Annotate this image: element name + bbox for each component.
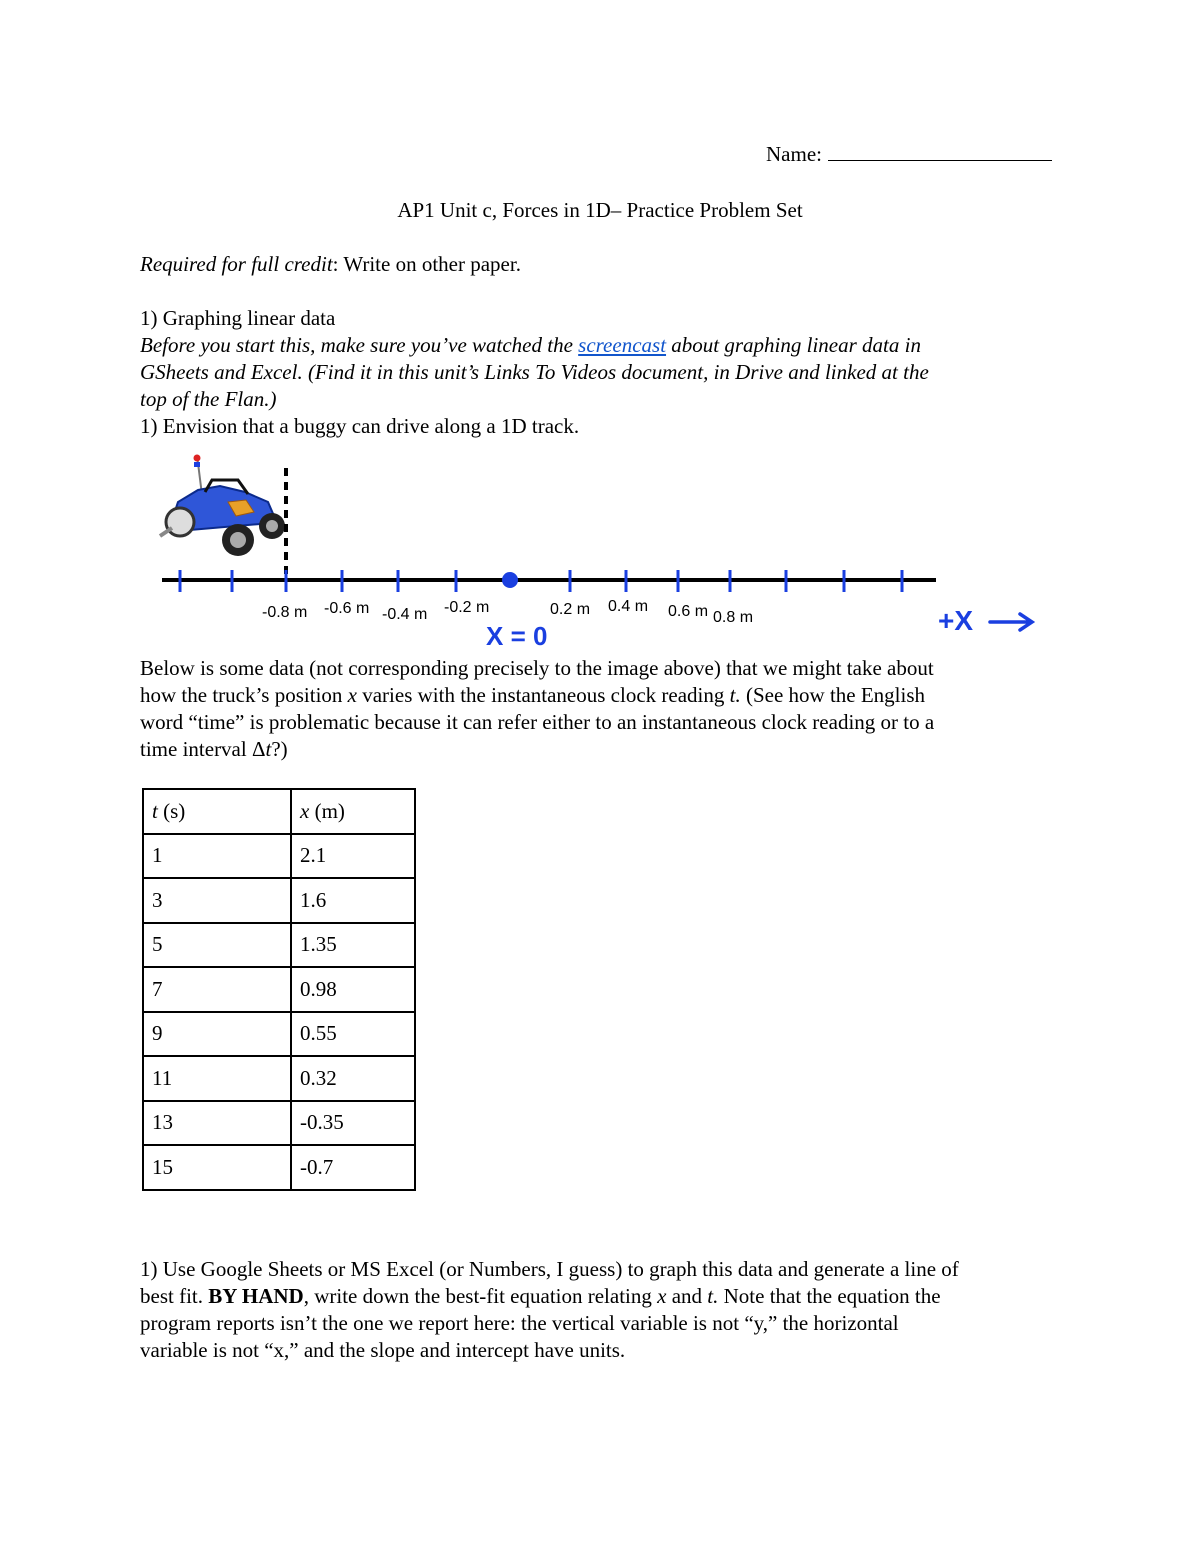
table-row	[143, 1012, 415, 1057]
tick-label: -0.4 m	[382, 606, 428, 623]
cell-x: 0.98	[291, 967, 415, 1012]
tick-label: 0.8 m	[713, 609, 754, 626]
data-table	[142, 788, 416, 1191]
task-line-1: 1) Use Google Sheets or MS Excel (or Numbers, I guess) to graph this data and generate a line of	[140, 1257, 959, 1281]
cell-x: 2.1	[291, 834, 415, 879]
cell-x: 0.32	[291, 1056, 415, 1101]
intro-text-a: Before you start this, make sure you’ve watched the	[140, 333, 579, 357]
section-heading: 1) Graphing linear data	[140, 306, 336, 330]
header-var: x	[300, 798, 310, 823]
direction-arrow-icon	[990, 614, 1032, 630]
table-row	[143, 834, 415, 879]
task-line-3: program reports isn’t the one we report here: the vertical variable is not “y,” the horizontal	[140, 1311, 899, 1335]
origin-dot	[502, 572, 518, 588]
task-text: and	[666, 1284, 708, 1308]
page-title: AP1 Unit c, Forces in 1D– Practice Problem Set	[397, 198, 803, 222]
para2-line-2	[140, 682, 925, 709]
cell-x: -0.35	[291, 1101, 415, 1146]
var-x: x	[657, 1284, 667, 1308]
task-line-2	[140, 1283, 941, 1310]
var-t: t	[265, 737, 272, 761]
track-diagram	[150, 450, 1050, 650]
required-note	[140, 251, 521, 278]
table-row	[143, 1145, 415, 1190]
table-row	[143, 923, 415, 968]
var-x: x	[347, 683, 357, 707]
para2-text: ?)	[271, 737, 288, 761]
header-unit: (m)	[309, 798, 345, 823]
name-label: Name:	[766, 142, 822, 166]
cell-t: 9	[143, 1012, 291, 1057]
tick-label: -0.8 m	[262, 604, 308, 621]
cell-t: 13	[143, 1101, 291, 1146]
envision-line: 1) Envision that a buggy can drive along a 1D track.	[140, 414, 580, 438]
screencast-link[interactable]: screencast	[578, 333, 667, 357]
tick-label: -0.2 m	[444, 599, 490, 616]
cell-t: 7	[143, 967, 291, 1012]
para2-text: time interval Δ	[140, 737, 266, 761]
name-blank-line[interactable]	[828, 142, 1052, 161]
intro-line-1	[140, 332, 921, 359]
table-row	[143, 1056, 415, 1101]
tick-label: 0.2 m	[550, 601, 591, 618]
table-header-row	[143, 789, 415, 834]
para2-line-1: Below is some data (not corresponding precisely to the image above) that we might take about	[140, 656, 934, 680]
cell-t: 1	[143, 834, 291, 879]
origin-label: X = 0	[486, 621, 548, 650]
cell-t: 11	[143, 1056, 291, 1101]
tick-label: 0.4 m	[608, 598, 649, 615]
buggy-illustration	[160, 455, 285, 557]
header-unit: (s)	[157, 798, 186, 823]
tick-label: -0.6 m	[324, 600, 370, 617]
intro-text-b: about graphing linear data in	[666, 333, 921, 357]
cell-x: -0.7	[291, 1145, 415, 1190]
cell-t: 5	[143, 923, 291, 968]
intro-line-3: top of the Flan.)	[140, 387, 277, 411]
task-text: , write down the best-fit equation relating	[303, 1284, 658, 1308]
task-text: best fit.	[140, 1284, 209, 1308]
table-row	[143, 967, 415, 1012]
table-row	[143, 1101, 415, 1146]
direction-label: +X	[938, 605, 974, 636]
header-cell-t	[143, 789, 291, 834]
para2-line-4	[140, 736, 288, 763]
header-var: t	[152, 798, 158, 823]
cell-t: 15	[143, 1145, 291, 1190]
para2-text: how the truck’s position	[140, 683, 348, 707]
task-bold: BY HAND	[208, 1284, 304, 1308]
name-field	[766, 142, 1052, 167]
para2-text: varies with the instantaneous clock reading	[356, 683, 730, 707]
tick-label: 0.6 m	[668, 603, 709, 620]
task-line-4: variable is not “x,” and the slope and intercept have units.	[140, 1338, 626, 1362]
header-cell-x	[291, 789, 415, 834]
cell-x: 0.55	[291, 1012, 415, 1057]
intro-line-2: GSheets and Excel. (Find it in this unit’s Links To Videos document, in Drive and linked at the	[140, 360, 929, 384]
para2-text: (See how the English	[740, 683, 926, 707]
cell-t: 3	[143, 878, 291, 923]
var-t: t.	[707, 1284, 719, 1308]
var-t: t.	[729, 683, 741, 707]
cell-x: 1.6	[291, 878, 415, 923]
required-italic: Required for full credit	[140, 252, 333, 276]
table-row	[143, 878, 415, 923]
para2-line-3: word “time” is problematic because it can refer either to an instantaneous clock reading or to a	[140, 710, 935, 734]
required-rest: : Write on other paper.	[332, 252, 521, 276]
task-text: Note that the equation the	[718, 1284, 941, 1308]
cell-x: 1.35	[291, 923, 415, 968]
